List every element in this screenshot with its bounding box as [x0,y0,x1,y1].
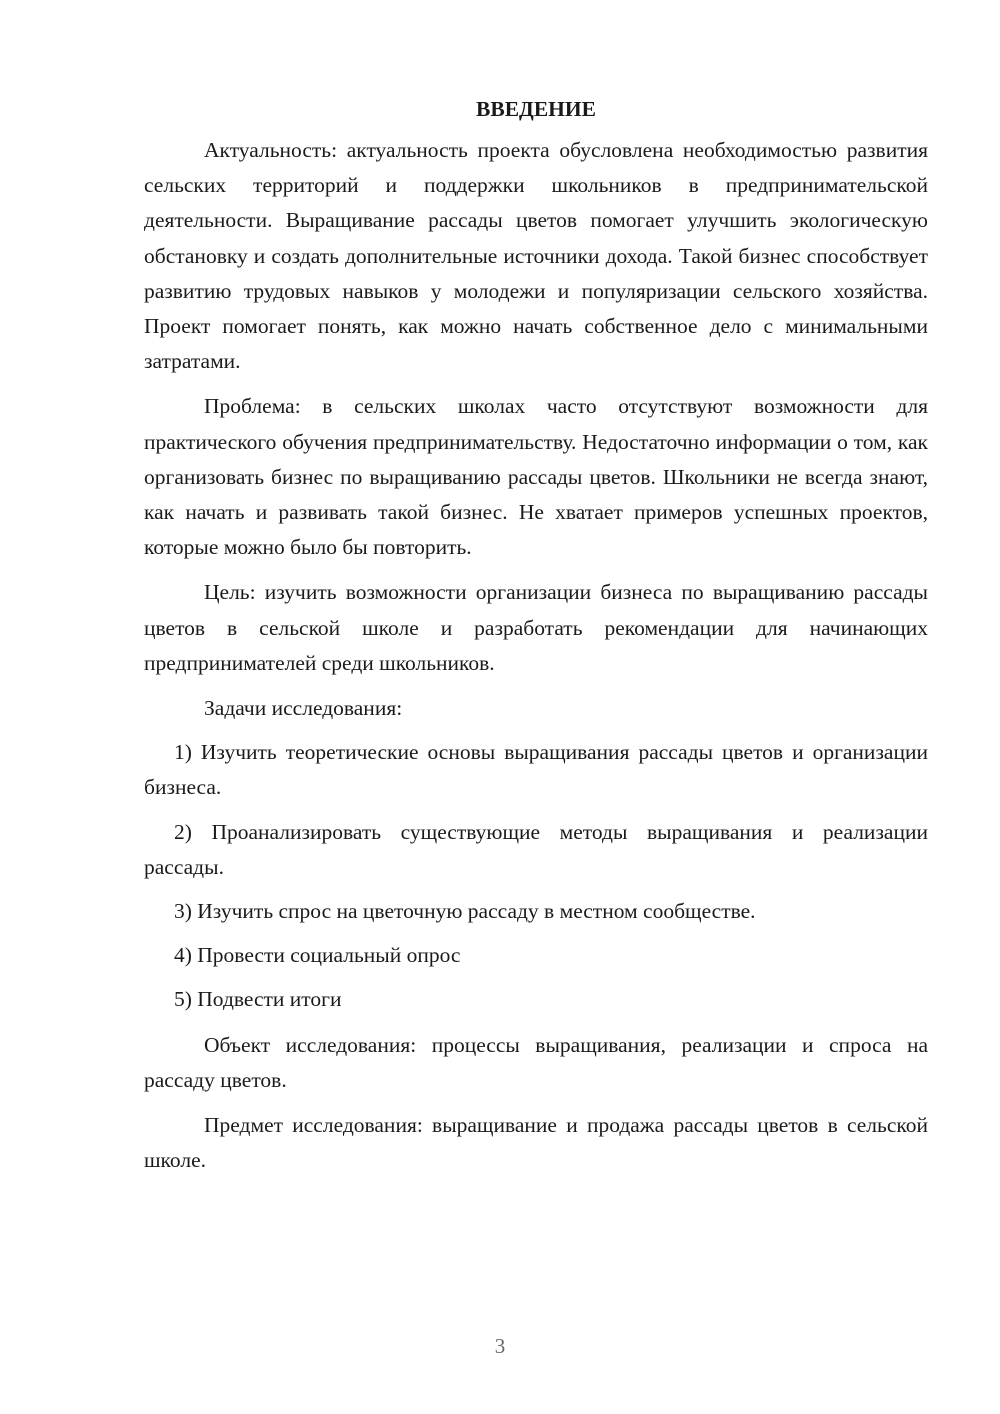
task-item-2: 2) Проанализировать существующие методы выращивания и реализации рассады. [144,819,928,879]
page-number: 3 [494,1334,506,1358]
task-item-5: 5) Подвести итоги [174,987,342,1012]
object-paragraph: Объект исследования: процессы выращивания, реализации и спроса на рассаду цветов. [144,1032,928,1092]
task-item-3: 3) Изучить спрос на цветочную рассаду в местном сообществе. [174,899,756,924]
task-item-1: 1) Изучить теоретические основы выращивания рассады цветов и организации бизнеса. [144,740,928,800]
problem-paragraph: Проблема: в сельских школах часто отсутствуют возможности для практического обучения предпринимательству. Недостаточно информации о том, как организовать бизнес по выращиванию рассады цветов. Школьники не всегда знают, как начать и развивать такой бизнес. Не хватает примеров успешных проектов, которые можно было бы повторить. [144,394,928,560]
relevance-paragraph: Актуальность: актуальность проекта обусловлена необходимостью развития сельских территорий и поддержки школьников в предпринимательской деятельности. Выращивание рассады цветов помогает улучшить экологическую обстановку и создать дополнительные источники дохода. Такой бизнес способствует развитию трудовых навыков у молодежи и популяризации сельского хозяйства. Проект помогает понять, как можно начать собственное дело с минимальными затратами. [144,138,928,374]
goal-paragraph: Цель: изучить возможности организации бизнеса по выращиванию рассады цветов в сельской школе и разработать рекомендации для начинающих предпринимателей среди школьников. [144,580,928,675]
task-item-4: 4) Провести социальный опрос [174,943,461,968]
subject-paragraph: Предмет исследования: выращивание и продажа рассады цветов в сельской школе. [144,1113,928,1173]
section-title: ВВЕДЕНИЕ [476,97,596,121]
document-page [144,92,928,1178]
tasks-heading: Задачи исследования: [204,696,403,721]
